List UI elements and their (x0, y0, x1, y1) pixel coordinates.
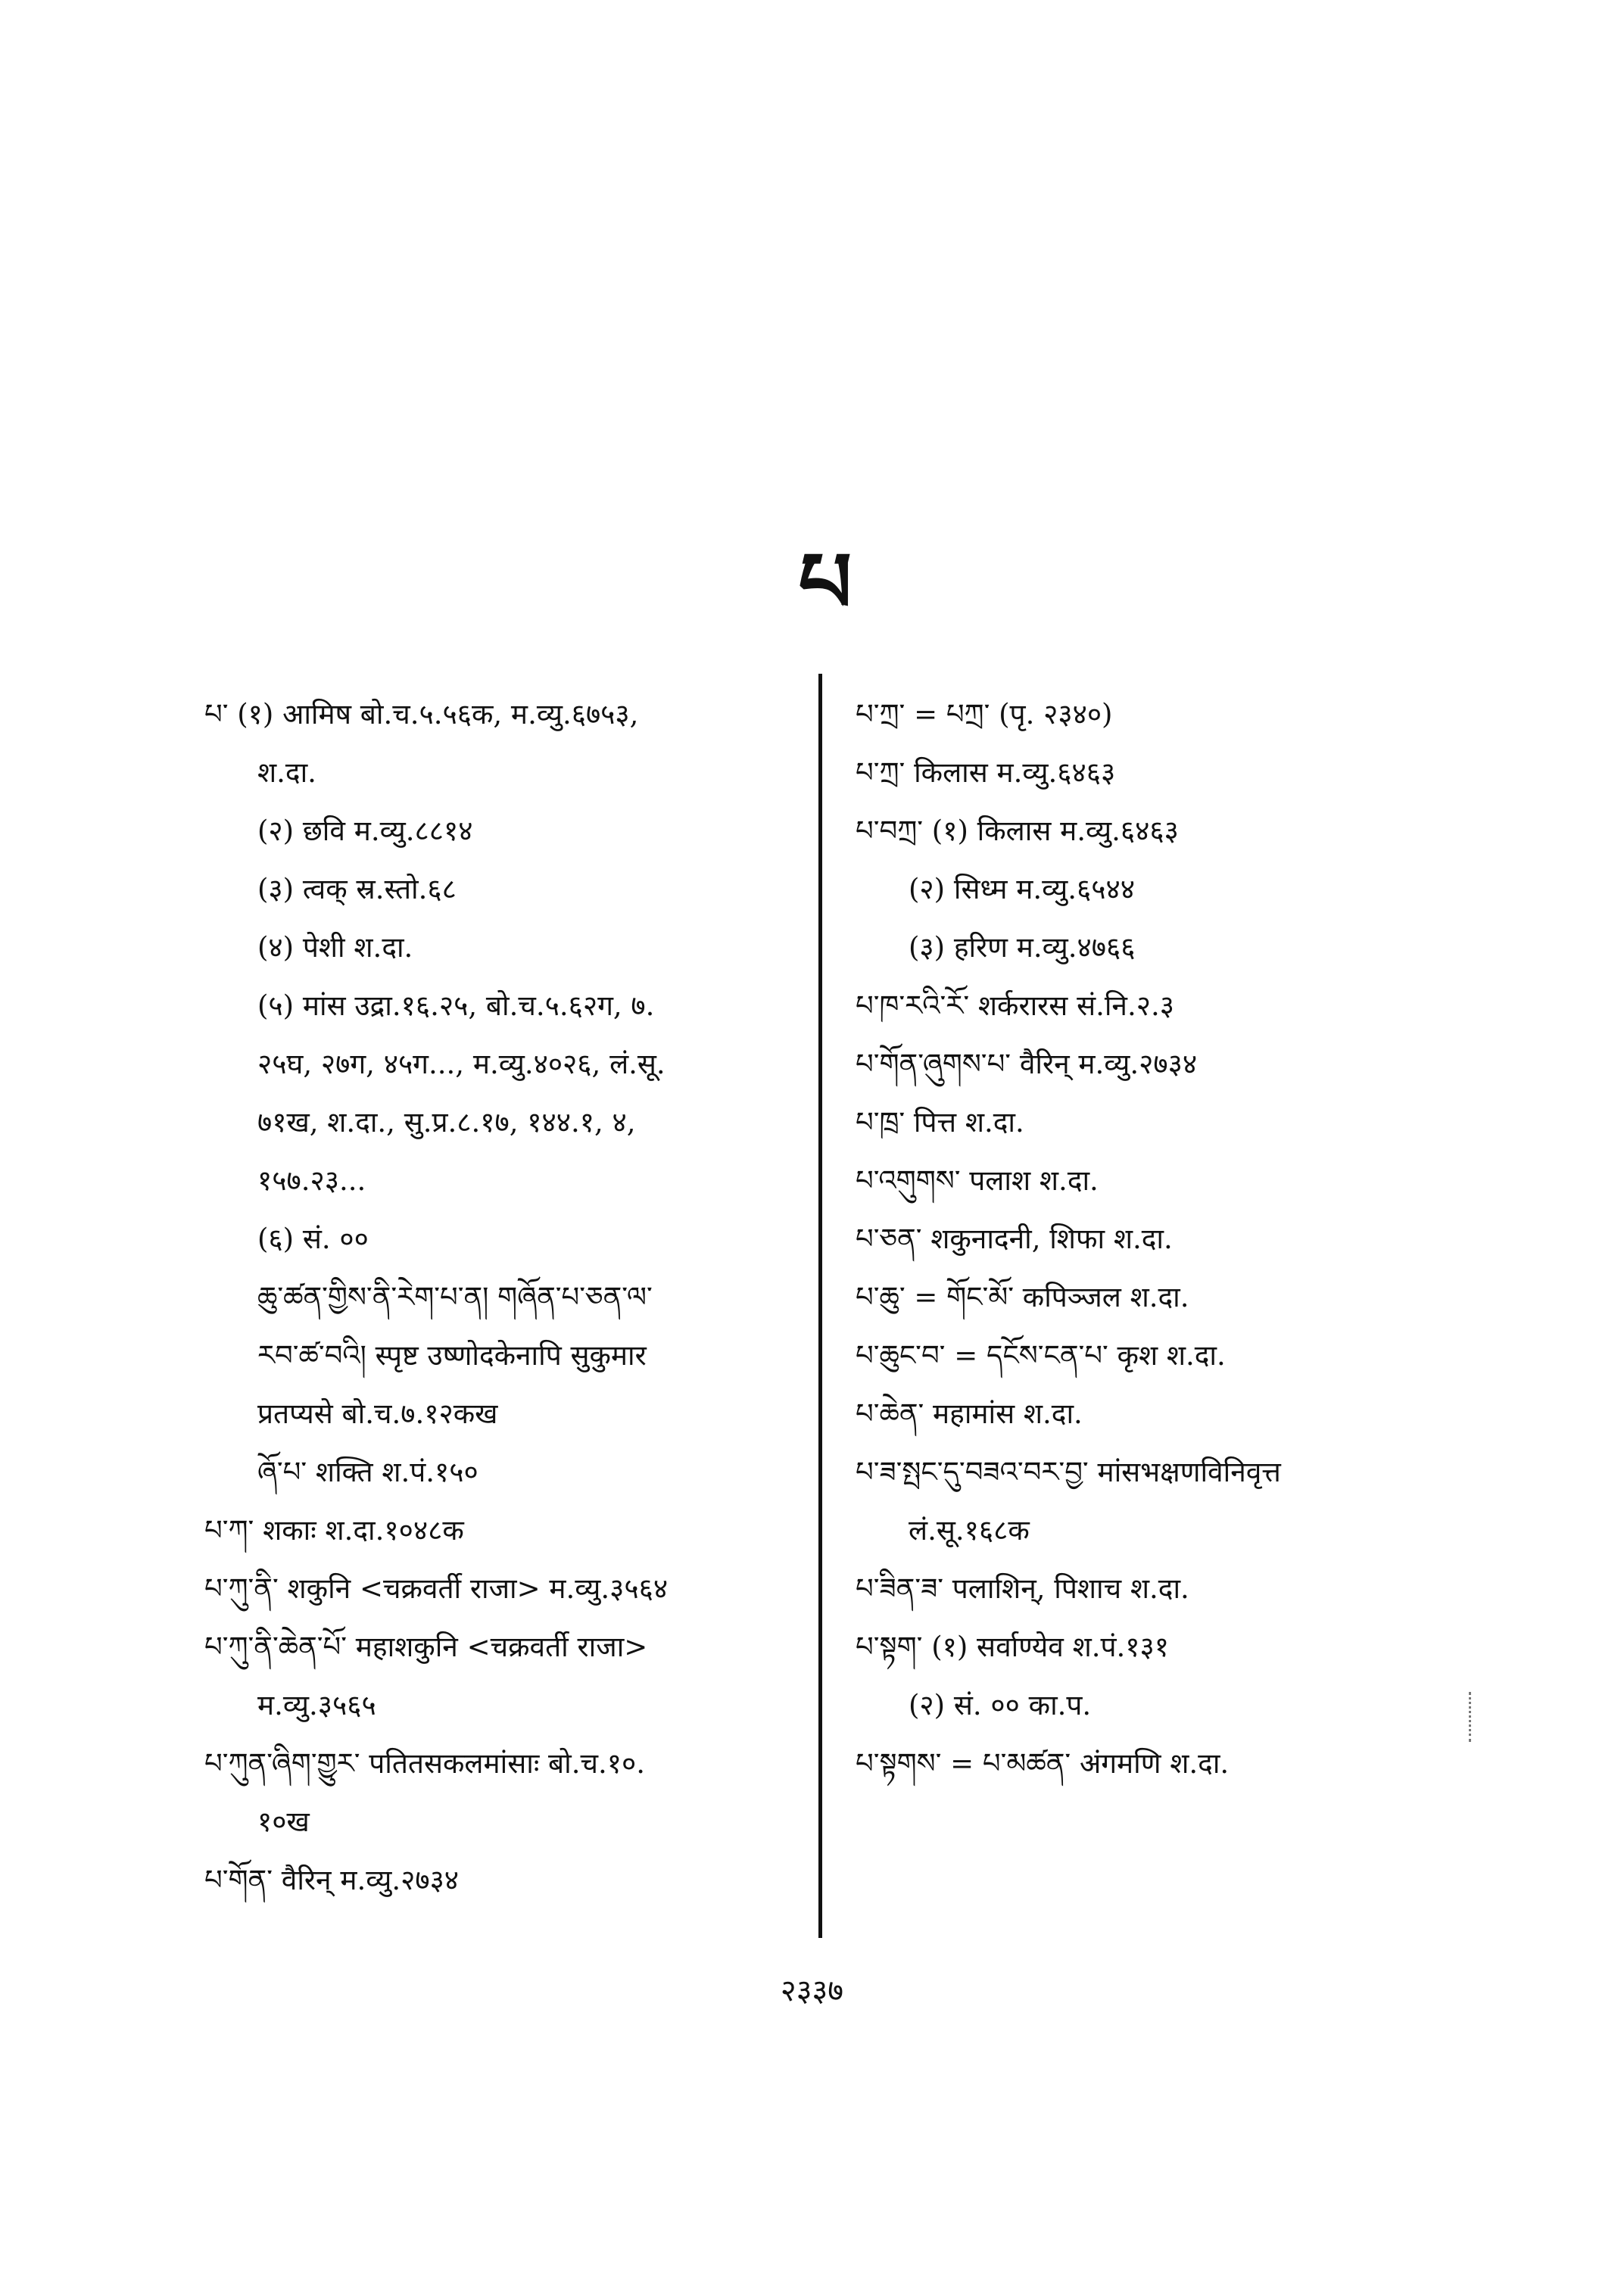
entry-line: པ་ཀྲ་ किलास म.व्यु.६४६३ (856, 756, 1116, 789)
entry-line: (६) सं. ०० (257, 1223, 369, 1255)
scan-mark (1469, 1692, 1474, 1742)
entry-line: པ་ཆུང་བ་ = དངོས་ངན་པ་ कृश श.दा. (856, 1339, 1226, 1372)
entry-line: པ་ཁྲ་ पित्त श.दा. (856, 1106, 1024, 1139)
entry (856, 1734, 1454, 1793)
entry (856, 1443, 1454, 1559)
entry (204, 1734, 803, 1851)
entry (856, 802, 1454, 860)
entry-line: པ་ཁ་རའི་རོ་ शर्करारस सं.नि.२.३ (856, 989, 1174, 1022)
entry (856, 918, 1454, 977)
entry-line: (३) त्वक् स्र.स्तो.६८ (257, 873, 457, 905)
entry-line: པ་ཀུན་ཞིག་གྱུར་ पतितसकलमांसाः बो.च.१०. (204, 1747, 646, 1780)
entry (204, 918, 803, 977)
entry-line: प्रतप्यसे बो.च.७.१२कख (257, 1397, 498, 1430)
entry-line: པ་གོན་ वैरिन् म.व्यु.२७३४ (204, 1864, 460, 1896)
entry (856, 1618, 1454, 1676)
entry-line: པ་ཀ་ शकाः श.दा.१०४८क (204, 1514, 464, 1547)
entry (204, 685, 803, 802)
column-divider (818, 674, 822, 1938)
entry-line: १०ख (257, 1805, 310, 1838)
entry (856, 743, 1454, 802)
entry (204, 1268, 803, 1443)
entry-line: लं.सू.१६८क (909, 1514, 1030, 1547)
entry (856, 1559, 1454, 1618)
entry (856, 1093, 1454, 1151)
entry (856, 1210, 1454, 1268)
entry-line: (२) सिध्म म.व्यु.६५४४ (909, 873, 1135, 905)
entry-line: १५७.२३... (257, 1164, 366, 1197)
entry-line: (५) मांस उद्रा.१६.२५, बो.च.५.६२ग, ७. (257, 989, 655, 1022)
entry (856, 685, 1454, 743)
entry-line: པ་ཀུ་ནི་ शकुनि <चक्रवर्ती राजा> म.व्यु.३५६४ (204, 1572, 669, 1605)
entry-line: པ་ཅན་ शकुनादनी, शिफा श.दा. (856, 1223, 1173, 1255)
entry-line: པ་གོན་ཞུགས་པ་ वैरिन् म.व्यु.२७३४ (856, 1048, 1198, 1080)
entry (204, 1559, 803, 1618)
right-column (856, 685, 1454, 1793)
entry (856, 860, 1454, 918)
entry (204, 1443, 803, 1501)
entry (856, 1151, 1454, 1210)
entry-line: པ་ཀྲ་ = པཀྲ་ (पृ. २३४०) (856, 698, 1113, 731)
entry (856, 1035, 1454, 1093)
entry-line: ཞོ་པ་ शक्ति श.पं.१५० (257, 1456, 478, 1488)
entry-line: པ་ཟིན་ཟ་ पलाशिन्, पिशाच श.दा. (856, 1572, 1189, 1605)
entry (204, 860, 803, 918)
entry-line: པ་ཆུ་ = གོང་མོ་ कपिञ्जल श.दा. (856, 1281, 1189, 1313)
entry (856, 1268, 1454, 1326)
entry-line: (३) हरिण म.व्यु.४७६६ (909, 931, 1136, 964)
entry-line: པ་ཀུ་ནི་ཆེན་པོ་ महाशकुनि <चक्रवर्ती राजा> (204, 1631, 648, 1663)
left-column (204, 685, 803, 1909)
entry-line: པ་སྟགས་ = པ་མཚན་ अंगमणि श.दा. (856, 1747, 1230, 1780)
entry-line: པ་ཟ་སྤང་དུ་བཟའ་བར་བྱ་ मांसभक्षणविनिवृत्त (856, 1456, 1281, 1488)
entry (204, 1210, 803, 1268)
entry (856, 1326, 1454, 1385)
entry (856, 1385, 1454, 1443)
entry-line: པ་ (१) आमिष बो.च.५.५६क, म.व्यु.६७५३, (204, 698, 639, 731)
entry-line: རབ་ཚ་བའི། स्पृष्ट उष्णोदकेनापि सुकुमार (257, 1339, 647, 1372)
page-number: २३३७ (780, 1974, 844, 2008)
section-heading: པ (798, 534, 853, 631)
entry-line: པ་འགུགས་ पलाश श.दा. (856, 1164, 1099, 1197)
entry (856, 1676, 1454, 1734)
entry (204, 977, 803, 1210)
entry-line: པ་བཀྲ་ (१) किलास म.व्यु.६४६३ (856, 815, 1179, 847)
entry (856, 977, 1454, 1035)
entry (204, 802, 803, 860)
entry (204, 1851, 803, 1909)
entry-line: ཆུ་ཚན་གྱིས་ནི་རེག་པ་ན། གཞོན་པ་ཅན་ལ་ (257, 1281, 653, 1313)
entry-line: ७१ख, श.दा., सु.प्र.८.१७, १४४.१, ४, (257, 1106, 636, 1139)
entry-line: श.दा. (257, 756, 316, 789)
entry-line: (२) सं. ०० का.प. (909, 1689, 1092, 1721)
entry-line: པ་ཆེན་ महामांस श.दा. (856, 1397, 1083, 1430)
entry-line: པ་སྟག་ (१) सर्वाण्येव श.पं.१३१ (856, 1631, 1170, 1663)
entry (204, 1501, 803, 1559)
entry-line: (४) पेशी श.दा. (257, 931, 413, 964)
entry (204, 1618, 803, 1734)
entry-line: २५घ, २७ग, ४५ग..., म.व्यु.४०२६, लं.सू. (257, 1048, 665, 1080)
entry-line: (२) छवि म.व्यु.८८१४ (257, 815, 473, 847)
entry-line: म.व्यु.३५६५ (257, 1689, 376, 1721)
